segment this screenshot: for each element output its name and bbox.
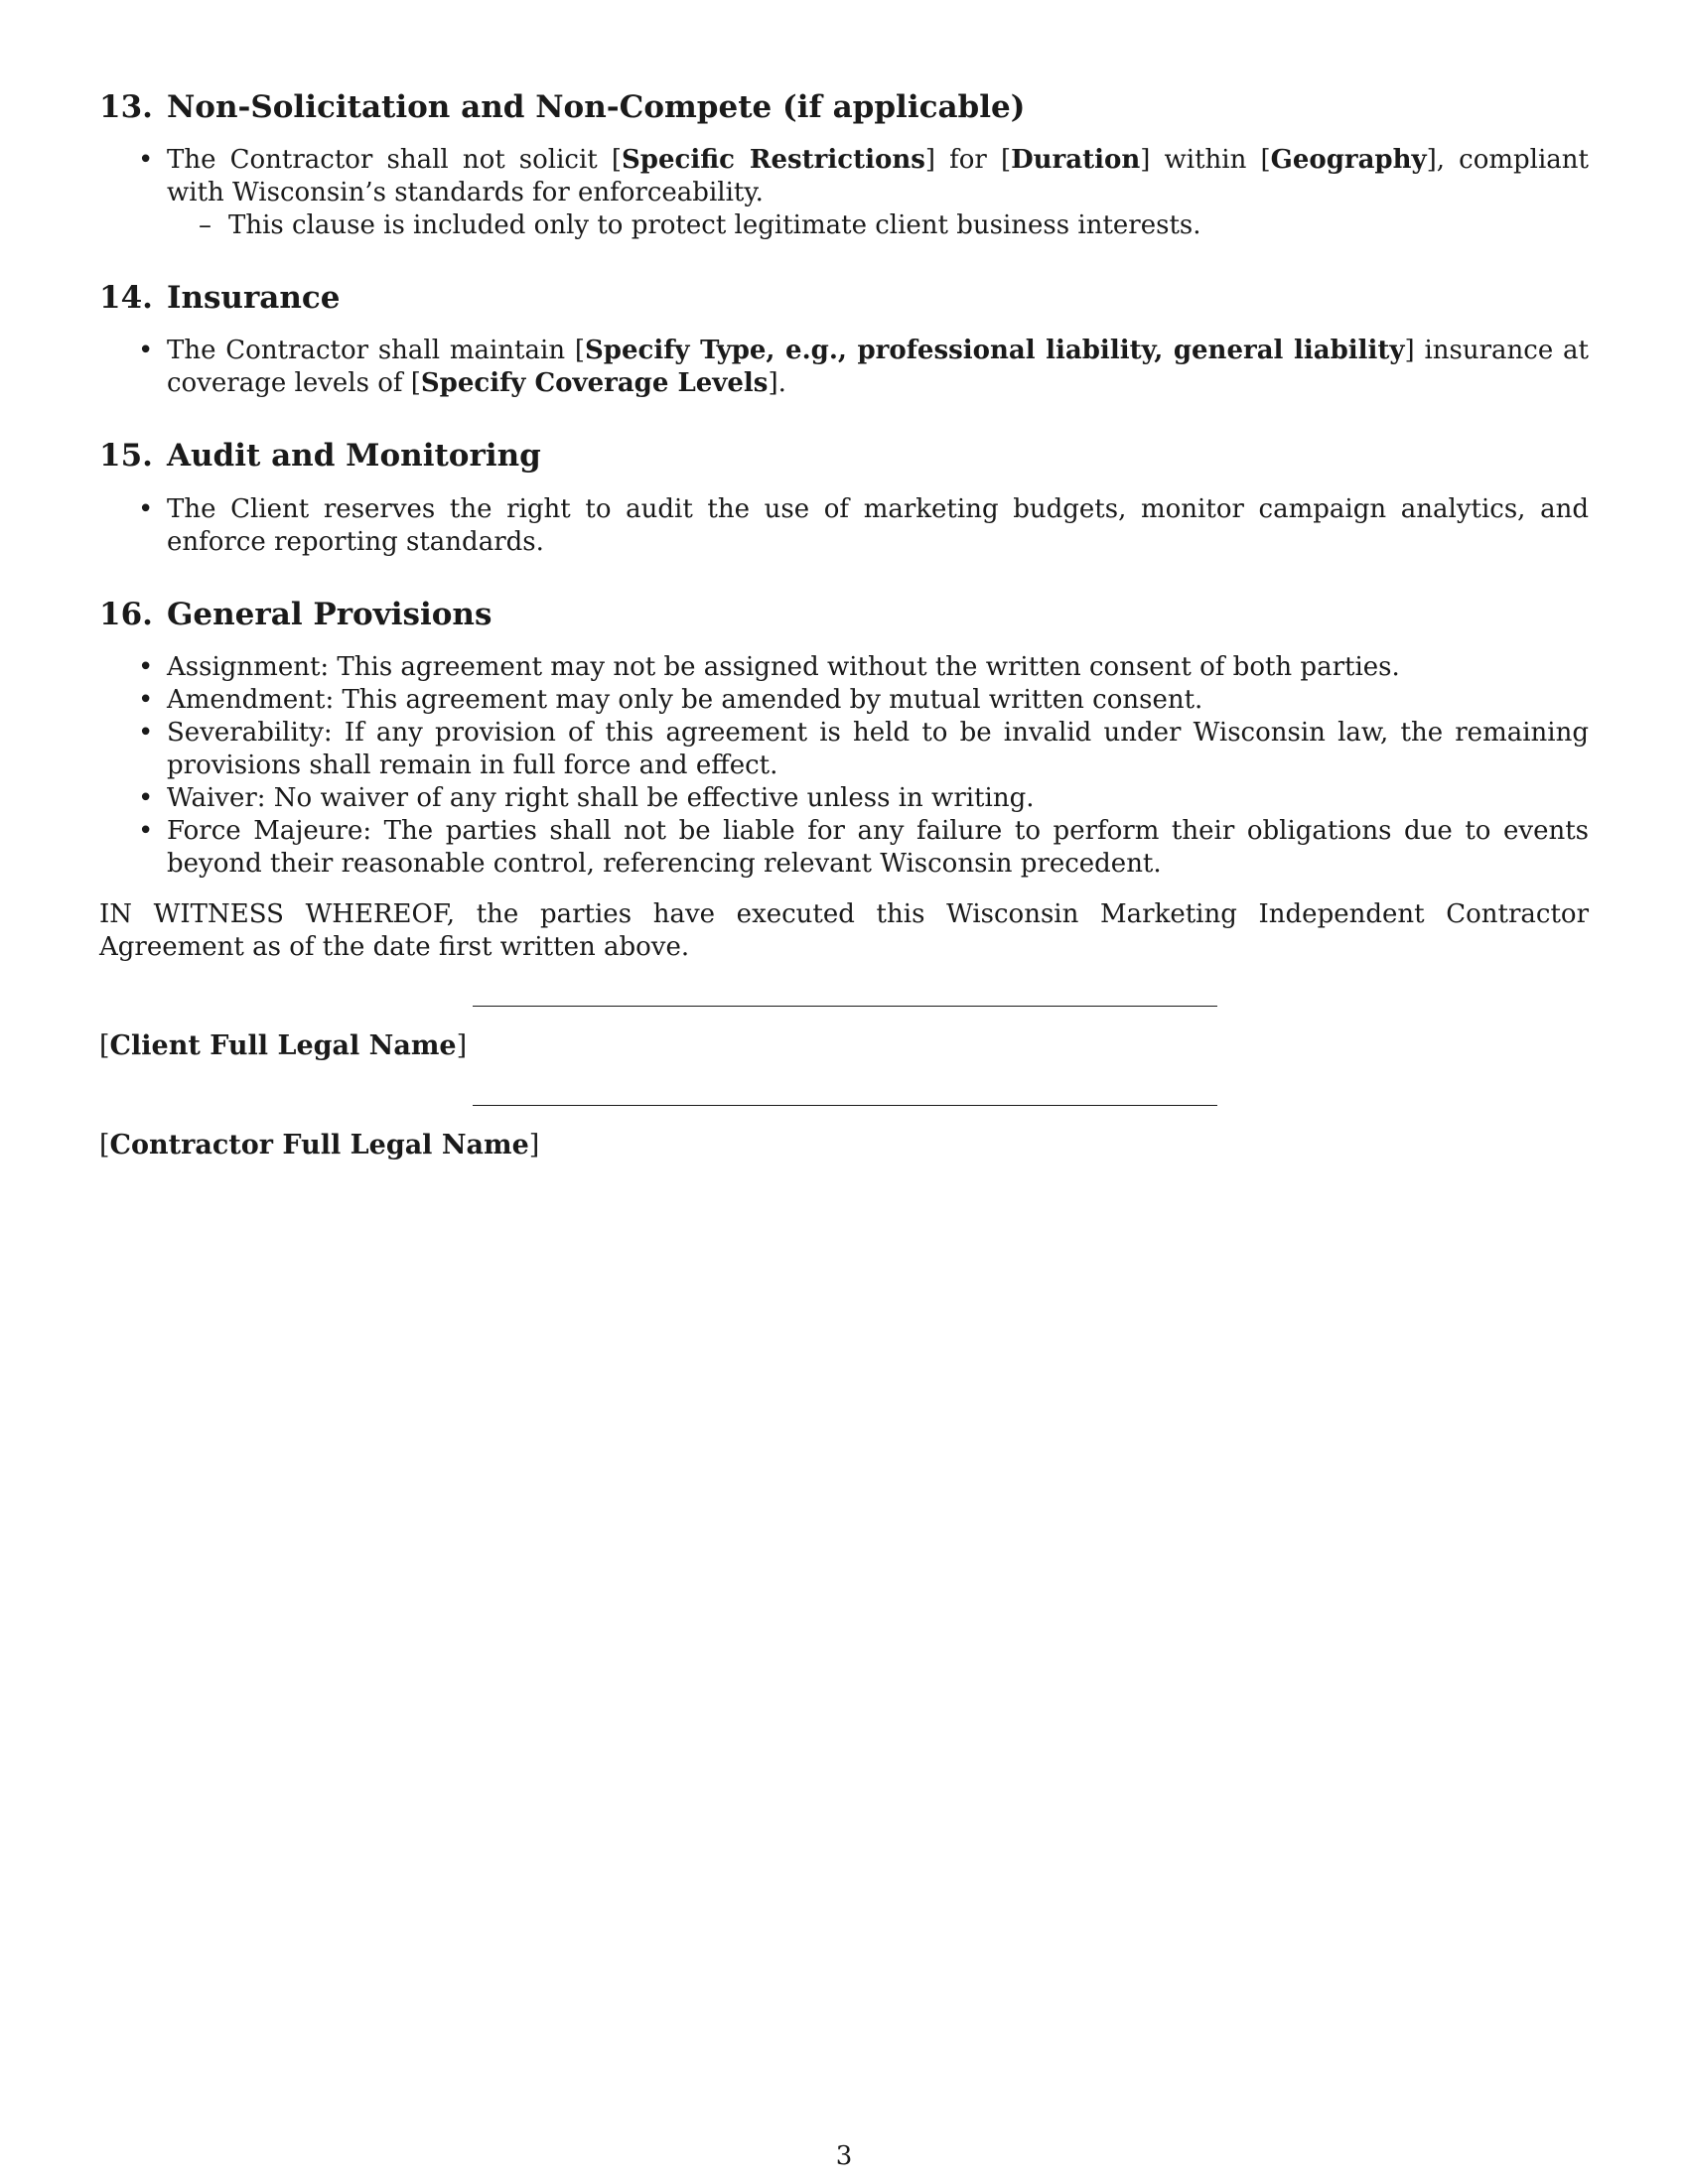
section-insurance bbox=[99, 280, 1589, 400]
placeholder-duration: Duration bbox=[1011, 145, 1141, 176]
page-number: 3 bbox=[835, 2141, 853, 2171]
list-item-severability: • Severability: If any provision of this agreement is held to be invalid under Wisconsin law, the remaining provisions shall remain in full force and effect. bbox=[167, 717, 1589, 782]
list-item-amendment: • Amendment: This agreement may only be amended by mutual written consent. bbox=[167, 684, 1589, 717]
signature-block-contractor bbox=[99, 1105, 1589, 1204]
bullet-list bbox=[99, 144, 1589, 242]
signature-name: [Contractor Full Legal Name] bbox=[99, 1129, 540, 1160]
placeholder-specific-restrictions: Specific Restrictions bbox=[622, 145, 925, 176]
text-run: ] within [ bbox=[1140, 145, 1271, 176]
section-title: Insurance bbox=[166, 280, 341, 317]
section-heading bbox=[99, 89, 1589, 126]
client-name: Client Full Legal Name bbox=[109, 1029, 457, 1061]
bullet-list bbox=[99, 335, 1589, 400]
text-run: The Contractor shall maintain [ bbox=[167, 336, 586, 366]
text-run: ]. bbox=[768, 368, 786, 399]
sub-list-item: – This clause is included only to protect legitimate client business interests. bbox=[228, 209, 1589, 242]
section-title: Non-Solicitation and Non-Compete (if applicable) bbox=[166, 89, 1026, 125]
list-item-waiver: • Waiver: No waiver of any right shall be effective unless in writing. bbox=[167, 782, 1589, 815]
signature-block-client bbox=[99, 1006, 1589, 1105]
section-number: 15. bbox=[99, 438, 153, 475]
placeholder-insurance-type: Specify Type, e.g., professional liability, general liability bbox=[585, 336, 1405, 366]
section-heading bbox=[99, 597, 1589, 633]
list-item-force-majeure: • Force Majeure: The parties shall not be liable for any failure to perform their obligations due to events beyond their reasonable control, referencing relevant Wisconsin precedent. bbox=[167, 815, 1589, 881]
section-audit bbox=[99, 438, 1589, 558]
placeholder-coverage-levels: Specify Coverage Levels bbox=[420, 368, 769, 399]
sub-list bbox=[167, 209, 1589, 242]
list-item bbox=[167, 144, 1589, 242]
witness-paragraph: IN WITNESS WHEREOF, the parties have executed this Wisconsin Marketing Independent Contractor Agreement as of the date first written above. bbox=[99, 898, 1589, 962]
section-non-solicitation bbox=[99, 89, 1589, 242]
section-number: 16. bbox=[99, 596, 153, 632]
document-page bbox=[99, 89, 1589, 1204]
list-item-assignment: • Assignment: This agreement may not be assigned without the written consent of both parties. bbox=[167, 651, 1589, 684]
contractor-name: Contractor Full Legal Name bbox=[109, 1129, 529, 1160]
signature-line bbox=[473, 1006, 1217, 1007]
list-item: • The Client reserves the right to audit the use of marketing budgets, monitor campaign analytics, and enforce reporting standards. bbox=[167, 493, 1589, 559]
section-number: 13. bbox=[99, 89, 153, 125]
signature-line bbox=[473, 1105, 1217, 1106]
placeholder-geography: Geography bbox=[1270, 145, 1427, 176]
list-item bbox=[167, 335, 1589, 400]
text-run: ], compliant with Wisconsin’s standards for enforceability. bbox=[167, 145, 1589, 208]
bullet-list bbox=[99, 493, 1589, 559]
text-run: ] for [ bbox=[924, 145, 1012, 176]
text-run: The Contractor shall not solicit [ bbox=[167, 145, 623, 176]
section-title: Audit and Monitoring bbox=[166, 438, 541, 475]
signature-name: [Client Full Legal Name] bbox=[99, 1029, 468, 1061]
text-run: ] insurance at coverage levels of [ bbox=[167, 336, 1589, 399]
section-title: General Provisions bbox=[166, 596, 492, 632]
section-general-provisions bbox=[99, 597, 1589, 881]
bullet-list bbox=[99, 651, 1589, 881]
section-number: 14. bbox=[99, 280, 153, 317]
section-heading bbox=[99, 438, 1589, 475]
section-heading bbox=[99, 280, 1589, 317]
